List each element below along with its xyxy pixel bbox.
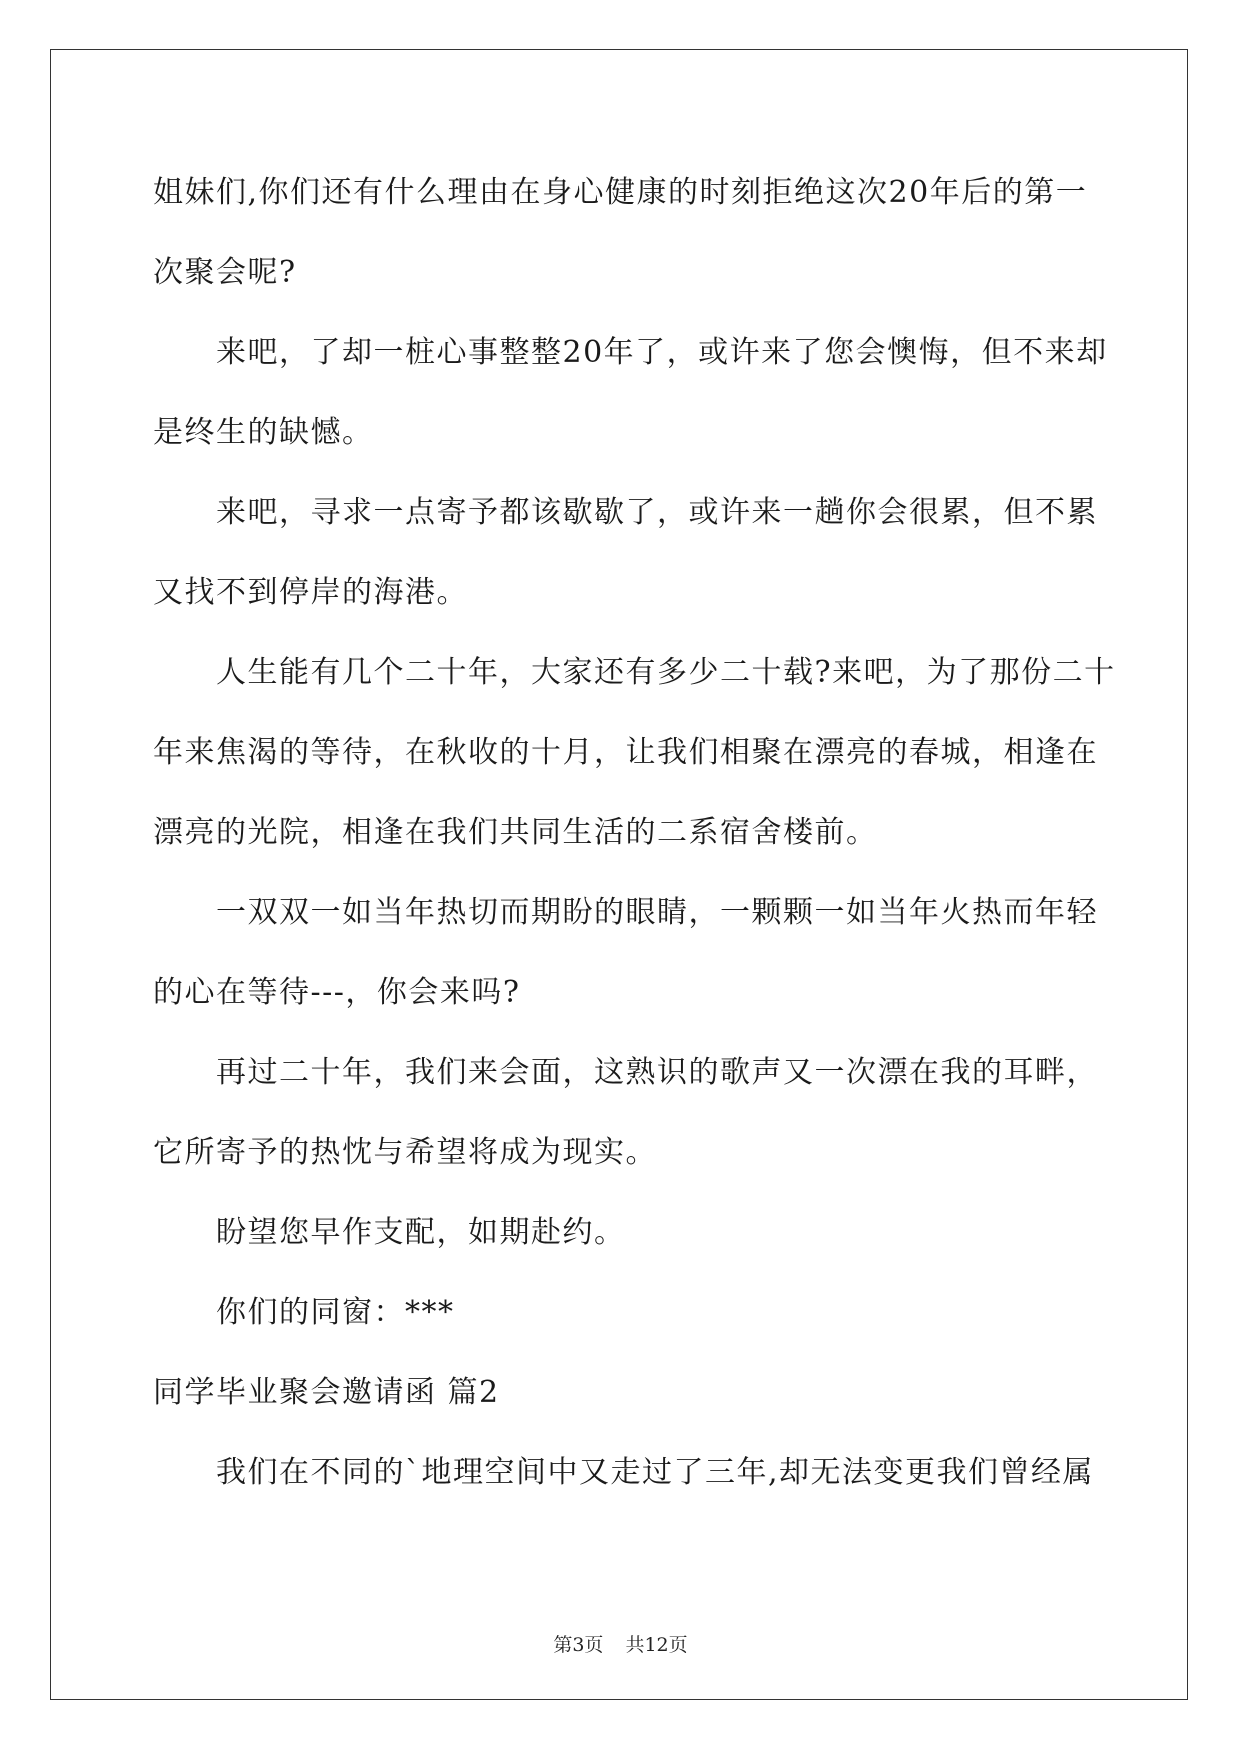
document-body bbox=[153, 153, 1116, 1513]
page-total: 共12页 bbox=[625, 1634, 688, 1656]
text-line: 一双双一如当年热切而期盼的眼睛，一颗颗一如当年火热而年轻 bbox=[216, 895, 1098, 930]
page-footer bbox=[0, 1630, 1241, 1657]
text-line: 盼望您早作支配，如期赴约。 bbox=[216, 1215, 626, 1250]
text-line: 再过二十年，我们来会面，这熟识的歌声又一次漂在我的耳畔， bbox=[216, 1055, 1098, 1090]
text-line: 它所寄予的热忱与希望将成为现实。 bbox=[153, 1135, 657, 1170]
text-line: 人生能有几个二十年，大家还有多少二十载?来吧，为了那份二十 bbox=[216, 655, 1116, 690]
text-line: 姐妹们,你们还有什么理由在身心健康的时刻拒绝这次20年后的第一 bbox=[153, 175, 1088, 210]
text-line: 来吧，了却一桩心事整整20年了，或许来了您会懊悔，但不来却 bbox=[216, 335, 1108, 370]
text-line: 的心在等待---，你会来吗? bbox=[153, 975, 521, 1010]
text-line: 漂亮的光院，相逢在我们共同生活的二系宿舍楼前。 bbox=[153, 815, 878, 850]
text-line: 年来焦渴的等待，在秋收的十月，让我们相聚在漂亮的春城，相逢在 bbox=[153, 735, 1098, 770]
section-heading: 同学毕业聚会邀请函 篇2 bbox=[153, 1375, 500, 1410]
text-line: 我们在不同的`地理空间中又走过了三年,却无法变更我们曾经属 bbox=[216, 1455, 1095, 1490]
page-number: 第3页 bbox=[553, 1634, 604, 1656]
text-line: 次聚会呢? bbox=[153, 255, 297, 290]
signature-line: 你们的同窗：*** bbox=[216, 1295, 455, 1330]
text-line: 是终生的缺憾。 bbox=[153, 415, 374, 450]
text-line: 来吧，寻求一点寄予都该歇歇了，或许来一趟你会很累，但不累 bbox=[216, 495, 1098, 530]
text-line: 又找不到停岸的海港。 bbox=[153, 575, 468, 610]
